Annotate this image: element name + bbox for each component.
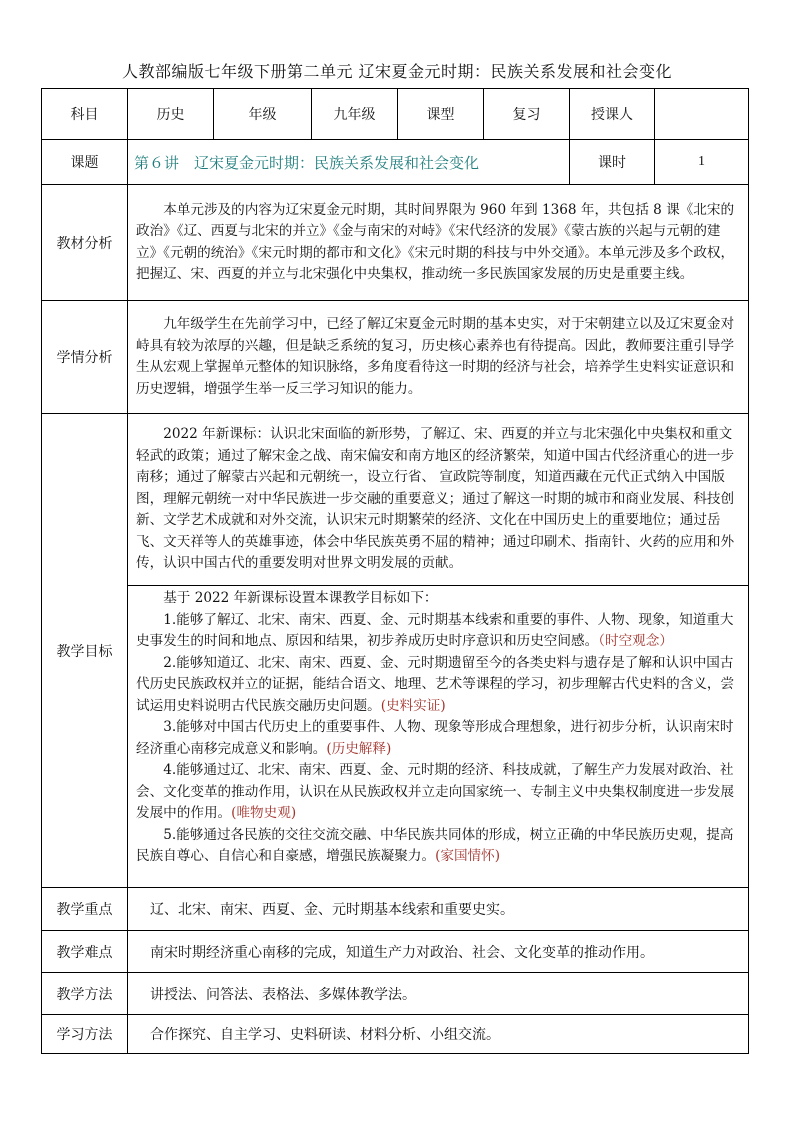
goal-text: 5.能够通过各民族的交往交流交融、中华民族共同体的形成，树立正确的中华民族历史观，提高民族自尊心、自信心和自豪感，增强民族凝聚力。 <box>136 826 734 864</box>
goal-item <box>136 717 738 760</box>
goal-text: 1.能够了解辽、北宋、南宋、西夏、金、元时期基本线索和重要的事件、人物、现象，知道重大史事发生的时间和地点、原因和结果，初步养成历史时序意识和历史空间感。 <box>136 611 734 649</box>
student-analysis-label: 学情分析 <box>42 301 128 414</box>
material-analysis-cell <box>128 185 749 301</box>
goal-tag: (史料实证) <box>380 697 446 714</box>
curriculum-standard-text: 2022 年新课标：认识北宋面临的新形势，了解辽、宋、西夏的并立与北宋强化中央集权和重文轻武的政策；通过了解宋金之战、南宋偏安和南方地区的经济繁荣，知道中国古代经济重心的进一步南移；通过了解蒙古兴起和元朝统一，设立行省、 宣政院等制度，知道西藏在元代正式纳入中国版图，理解元朝统一对中华民族进一步交融的重要意义；通过了解这一时期的城市和商业发展、科技创新、文学艺术成就和对外交流，认识宋元时期繁荣的经济、文化在中国历史上的重要地位；通过岳飞、文天祥等人的英雄事迹，体会中华民族英勇不屈的精神；通过印刷术、指南针、火药的应用和外传，认识中国古代的重要发明对世界文明发展的贡献。 <box>136 426 735 572</box>
teaching-methods-label: 教学方法 <box>42 973 128 1015</box>
teacher-label: 授课人 <box>570 89 655 140</box>
difficulties-label: 教学难点 <box>42 931 128 973</box>
material-analysis-label: 教材分析 <box>42 185 128 301</box>
subject-label: 科目 <box>42 89 128 140</box>
goal-tag: （时空观念） <box>598 633 673 649</box>
goal-text: 4.能够通过辽、北宋、南宋、西夏、金、元时期的经济、科技成就，了解生产力发展对政治、社会、文化变革的推动作用，认识在从民族政权并立走向国家统一、专制主义中央集权制度进一步发展发展中的作用。 <box>136 762 735 821</box>
goal-tag: (唯物史观) <box>231 805 297 821</box>
grade-label: 年级 <box>214 89 312 140</box>
goal-item <box>136 653 738 718</box>
material-analysis-row <box>42 185 749 301</box>
curriculum-standard-row <box>42 414 749 586</box>
material-analysis-text: 本单元涉及的内容为辽宋夏金元时期，其时间界限为 960 年到 1368 年，共包括 8 课《北宋的政治》《辽、西夏与北宋的并立》《金与南宋的对峙》《宋代经济的发展》《蒙古族的兴起与元朝的建立》《元朝的统治》《宋元时期的都市和文化》《宋元时期的科技与中外交通》。本单元涉及多个政权，把握辽、宋、西夏的并立与北宋强化中央集权，推动统一多民族国家发展的历史是重要主线。 <box>136 201 735 282</box>
key-points-row <box>42 888 749 931</box>
goal-text: 2.能够知道辽、北宋、南宋、西夏、金、元时期遗留至今的各类史料与遗存是了解和认识中国古代历史民族政权并立的证据，能结合语文、地理、艺术等课程的学习，初步理解古代史料的含义，尝试运用史料说明古代民族交融历史问题。 <box>136 654 735 714</box>
document-title: 人教部编版七年级下册第二单元 辽宋夏金元时期：民族关系发展和社会变化 <box>121 62 673 81</box>
teaching-methods-text: 讲授法、问答法、表格法、多媒体教学法。 <box>128 973 749 1015</box>
teaching-goals-label: 教学目标 <box>42 414 128 888</box>
lesson-plan-table <box>41 88 749 1054</box>
student-analysis-row <box>42 301 749 414</box>
learning-methods-row <box>42 1015 749 1054</box>
key-points-label: 教学重点 <box>42 888 128 931</box>
learning-methods-label: 学习方法 <box>42 1015 128 1054</box>
header-row <box>42 89 749 140</box>
type-label: 课型 <box>398 89 484 140</box>
difficulties-text: 南宋时期经济重心南移的完成，知道生产力对政治、社会、文化变革的推动作用。 <box>128 931 749 973</box>
goal-item <box>136 760 738 825</box>
teacher-value <box>655 89 749 140</box>
student-analysis-cell <box>128 301 749 414</box>
student-analysis-text: 九年级学生在先前学习中，已经了解辽宋夏金元时期的基本史实，对于宋朝建立以及辽宋夏金对峙具有较为浓厚的兴趣，但是缺乏系统的复习，历史核心素养也有待提高。因此，教师要注重引导学生从宏观上掌握单元整体的知识脉络，多角度看待这一时期的经济与社会，培养学生史料实证意识和历史逻辑，增强学生举一反三学习知识的能力。 <box>136 316 735 397</box>
teaching-methods-row <box>42 973 749 1015</box>
type-value: 复习 <box>484 89 570 140</box>
subject-value: 历史 <box>128 89 214 140</box>
goals-row <box>42 586 749 888</box>
goal-item <box>136 825 738 868</box>
goal-tag: (家国情怀) <box>435 848 501 864</box>
topic-row <box>42 140 749 185</box>
difficulties-row <box>42 931 749 973</box>
hours-value: 1 <box>655 140 749 185</box>
grade-value: 九年级 <box>312 89 398 140</box>
topic-label: 课题 <box>42 140 128 185</box>
goal-text: 3.能够对中国古代历史上的重要事件、人物、现象等形成合理想象，进行初步分析，认识南宋时经济重心南移完成意义和影响。 <box>136 719 734 757</box>
hours-label: 课时 <box>570 140 655 185</box>
key-points-text: 辽、北宋、南宋、西夏、金、元时期基本线索和重要史实。 <box>128 888 749 931</box>
learning-methods-text: 合作探究、自主学习、史料研读、材料分析、小组交流。 <box>128 1015 749 1054</box>
goal-tag: (历史解释) <box>326 740 392 757</box>
goal-item <box>136 610 738 653</box>
topic-value: 第６讲 辽宋夏金元时期：民族关系发展和社会变化 <box>128 140 570 185</box>
goals-intro: 基于 2022 年新课标设置本课教学目标如下： <box>163 590 438 606</box>
goals-cell <box>128 586 749 888</box>
curriculum-standard-cell <box>128 414 749 586</box>
